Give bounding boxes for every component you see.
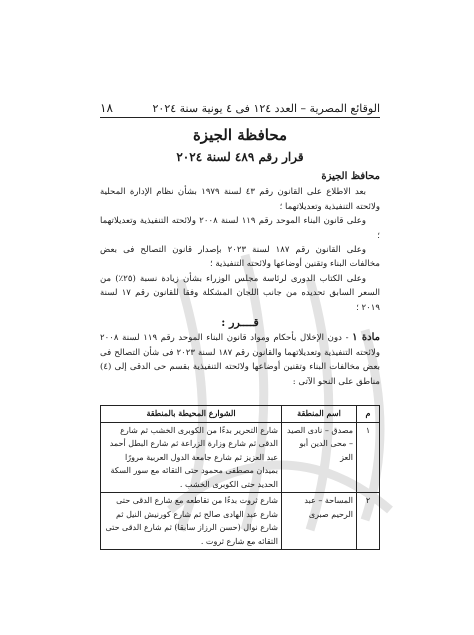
row-zone-name: المساحة – عبد الرحيم صبرى bbox=[282, 493, 357, 550]
preamble-2: وعلى قانون البناء الموحد رقم ١١٩ لسنة ٢٠٠٨ ولائحته التنفيذية وتعديلاتهما ؛ bbox=[100, 216, 380, 241]
row-zone-name: مصدق – نادى الصيد – محى الدين أبو العز bbox=[282, 422, 357, 493]
row-streets: شارع التحرير بدءًا من الكوبرى الخشب ثم شارع الدقى ثم شارع وزارة الزراعة ثم شارع البطل أحمد عبد العزيز ثم شارع جامعة الدول العربية مرورًا بميدان مصطفى محمود حتى التقائه مع سور السكة الحديد حتى الكوبرى الخشب . bbox=[101, 422, 282, 493]
governor-label: محافظ الجيزة bbox=[321, 171, 380, 182]
header-rule bbox=[100, 117, 380, 118]
preamble-4: وعلى الكتاب الدورى لرئاسة مجلس الوزراء بشأن زيادة نسبة (٢٥٪) من السعر السابق تحديده من جانب اللجان المشكلة وفقا للقانون رقم ١٧ لسنة ٢٠١٩ ؛ bbox=[100, 273, 380, 313]
table-row bbox=[101, 422, 380, 493]
page-number: ١٨ bbox=[100, 101, 113, 115]
page-title: محافظة الجيزة bbox=[192, 126, 288, 144]
article-1-label: مادة ١ bbox=[352, 332, 381, 344]
decree-title: قرار رقم ٤٨٩ لسنة ٢٠٢٤ bbox=[176, 150, 304, 164]
table-row bbox=[101, 493, 380, 550]
preamble-1: بعد الاطلاع على القانون رقم ٤٣ لسنة ١٩٧٩ بشأن نظام الإدارة المحلية ولائحته التنفيذية وتعديلاتهما ؛ bbox=[100, 187, 380, 212]
header-zone-name: اسم المنطقة bbox=[282, 406, 357, 423]
row-streets: شارع ثروت بدءًا من تقاطعه مع شارع الدقى حتى شارع عبد الهادى صالح ثم شارع كورنيش النيل ثم شارع نوال (حسن الرزاز سابقا) ثم شارع الدقى حتى التقائه مع شارع ثروت . bbox=[101, 493, 282, 550]
table-header-row bbox=[101, 406, 380, 423]
decree-body bbox=[100, 170, 380, 389]
preamble-3: وعلى القانون رقم ١٨٧ لسنة ٢٠٢٣ بإصدار قانون التصالح فى بعض مخالفات البناء وتقنين أوضاعها ولائحته التنفيذية ؛ bbox=[100, 245, 380, 270]
article-1 bbox=[100, 331, 380, 389]
zones-table bbox=[100, 405, 380, 550]
decides-heading: قــــرر : bbox=[221, 316, 259, 330]
row-num: ١ bbox=[357, 422, 380, 493]
running-title: الوقائع المصرية – العدد ١٢٤ فى ٤ يونية سنة ٢٠٢٤ bbox=[152, 102, 380, 115]
header-num: م bbox=[357, 406, 380, 423]
header-streets: الشوارع المحيطة بالمنطقة bbox=[101, 406, 282, 423]
article-1-text: - دون الإخلال بأحكام ومواد قانون البناء الموحد رقم ١١٩ لسنة ٢٠٠٨ ولائحته التنفيذية وتعديلاتهما والقانون رقم ١٨٧ لسنة ٢٠٢٣ فى شأن التصالح فى بعض مخالفات البناء وتقنين أوضاعها ولائحته التنفيذية بقسم حى الدقى إلى (٤) مناطق على النحو الآتى : bbox=[100, 333, 380, 387]
row-num: ٢ bbox=[357, 493, 380, 550]
page-header bbox=[100, 93, 380, 115]
